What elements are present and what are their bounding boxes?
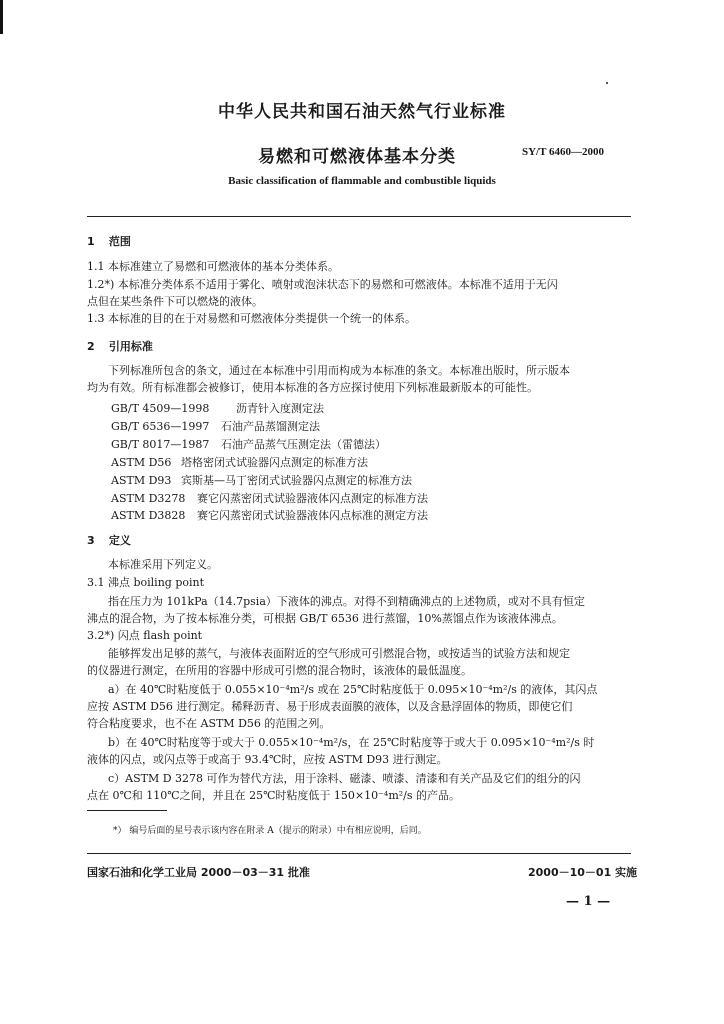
section-3-heading xyxy=(87,532,131,548)
section-number: 2 xyxy=(87,340,95,353)
section-title: 范围 xyxy=(108,235,131,248)
reference-title: 赛它闪蒸密闭式试验器液体闪点标准的测定方法 xyxy=(197,509,428,522)
document-title: 易燃和可燃液体基本分类 xyxy=(258,147,456,167)
issuer-line: 国家石油和化学工业局 2000－03－31 批准 xyxy=(87,866,310,879)
text-line: 均为有效。所有标准都会被修订，使用本标准的各方应探讨使用下列标准最新版本的可能性。 xyxy=(87,381,538,394)
reference-title: 石油产品蒸气压测定法（雷德法） xyxy=(221,438,386,451)
section-2-heading xyxy=(87,338,153,354)
reference-item xyxy=(111,507,428,523)
text-line: 液体的闪点，或闪点等于或高于 93.4℃时，应按 ASTM D93 进行测定。 xyxy=(87,753,448,766)
reference-title: 沥青针入度测定法 xyxy=(236,402,324,415)
reference-title: 石油产品蒸馏测定法 xyxy=(221,420,320,433)
reference-title: 塔格密闭式试验器闪点测定的标准方法 xyxy=(181,456,368,469)
reference-item xyxy=(111,472,412,488)
reference-title: 宾斯基—马丁密闭式试验器闪点测定的标准方法 xyxy=(181,474,412,487)
text-line: b）在 40℃时粘度等于或大于 0.055×10⁻⁴m²/s，在 25℃时粘度等于或大于 0.095×10⁻⁴m²/s 时 xyxy=(108,736,595,749)
section-number: 3 xyxy=(87,534,95,547)
text-line: a）在 40℃时粘度低于 0.055×10⁻⁴m²/s 或在 25℃时粘度低于 0.095×10⁻⁴m²/s 的液体，其闪点 xyxy=(108,683,598,696)
standard-code: SY/T 6460—2000 xyxy=(522,146,605,158)
reference-title: 赛它闪蒸密闭式试验器液体闪点测定的标准方法 xyxy=(197,492,428,505)
text-line: 下列标准所包含的条文，通过在本标准中引用而构成为本标准的条文。本标准出版时，所示版本 xyxy=(108,364,570,377)
footnote-rule xyxy=(87,810,167,811)
section-title: 定义 xyxy=(108,534,131,547)
text-line: 3.2*) 闪点 flash point xyxy=(87,629,203,642)
effective-date: 2000－10－01 实施 xyxy=(528,866,638,879)
page-number: — 1 — xyxy=(566,894,611,909)
reference-item xyxy=(111,400,324,416)
section-1-heading xyxy=(87,233,131,249)
text-line: 指在压力为 101kPa（14.7psia）下液体的沸点。对得不到精确沸点的上述物质，或对不具有恒定 xyxy=(108,595,585,608)
scan-dot xyxy=(606,82,608,84)
reference-code: GB/T 6536—1997 xyxy=(111,420,210,433)
section-number: 1 xyxy=(87,235,95,248)
english-title: Basic classification of flammable and combustible liquids xyxy=(228,175,496,187)
reference-item xyxy=(111,418,320,434)
text-line: 1.2*) 本标准分类体系不适用于雾化、喷射或泡沫状态下的易燃和可燃液体。本标准不适用于无闪 xyxy=(87,278,558,291)
header-rule xyxy=(87,216,631,217)
reference-item xyxy=(111,454,368,470)
text-line: 沸点的混合物，为了按本标准分类，可根据 GB/T 6536 进行蒸馏，10%蒸馏点作为该液体沸点。 xyxy=(87,612,563,625)
reference-code: ASTM D3278 xyxy=(111,492,186,505)
scan-edge-mark xyxy=(0,0,3,34)
text-line: 应按 ASTM D56 进行测定。稀释沥青、易于形成表面膜的液体，以及含悬浮固体的物质，即使它们 xyxy=(87,700,573,713)
section-title: 引用标准 xyxy=(108,340,153,353)
text-line: 点在 0℃和 110℃之间，并且在 25℃时粘度低于 150×10⁻⁴m²/s 的产品。 xyxy=(87,789,461,802)
reference-code: GB/T 8017—1987 xyxy=(111,438,210,451)
reference-item xyxy=(111,490,428,506)
text-line: c）ASTM D 3278 可作为替代方法，用于涂料、磁漆、喷漆、清漆和有关产品及它们的组分的闪 xyxy=(108,772,581,785)
text-line: 符合粘度要求，也不在 ASTM D56 的范围之列。 xyxy=(87,717,331,730)
reference-item xyxy=(111,436,386,452)
text-line: 能够挥发出足够的蒸气，与液体表面附近的空气形成可引燃混合物，或按适当的试验方法和规定 xyxy=(108,647,570,660)
text-line: 1.3 本标准的目的在于对易燃和可燃液体分类提供一个统一的体系。 xyxy=(87,312,416,325)
reference-code: ASTM D93 xyxy=(111,474,172,487)
text-line: 3.1 沸点 boiling point xyxy=(87,576,205,589)
reference-code: ASTM D3828 xyxy=(111,509,186,522)
text-line: 的仪器进行测定，在所用的容器中形成可引燃的混合物时，该液体的最低温度。 xyxy=(87,664,472,677)
footnote: *） 编号后面的星号表示该内容在附录 A（提示的附录）中有相应说明，后同。 xyxy=(113,826,427,836)
text-line: 点但在某些条件下可以燃烧的液体。 xyxy=(87,295,263,308)
footer-rule xyxy=(87,853,631,854)
text-line: 1.1 本标准建立了易燃和可燃液体的基本分类体系。 xyxy=(87,260,339,273)
text-line: 本标准采用下列定义。 xyxy=(108,558,218,571)
standard-title: 中华人民共和国石油天然气行业标准 xyxy=(218,102,506,122)
reference-code: GB/T 4509—1998 xyxy=(111,402,210,415)
reference-code: ASTM D56 xyxy=(111,456,172,469)
